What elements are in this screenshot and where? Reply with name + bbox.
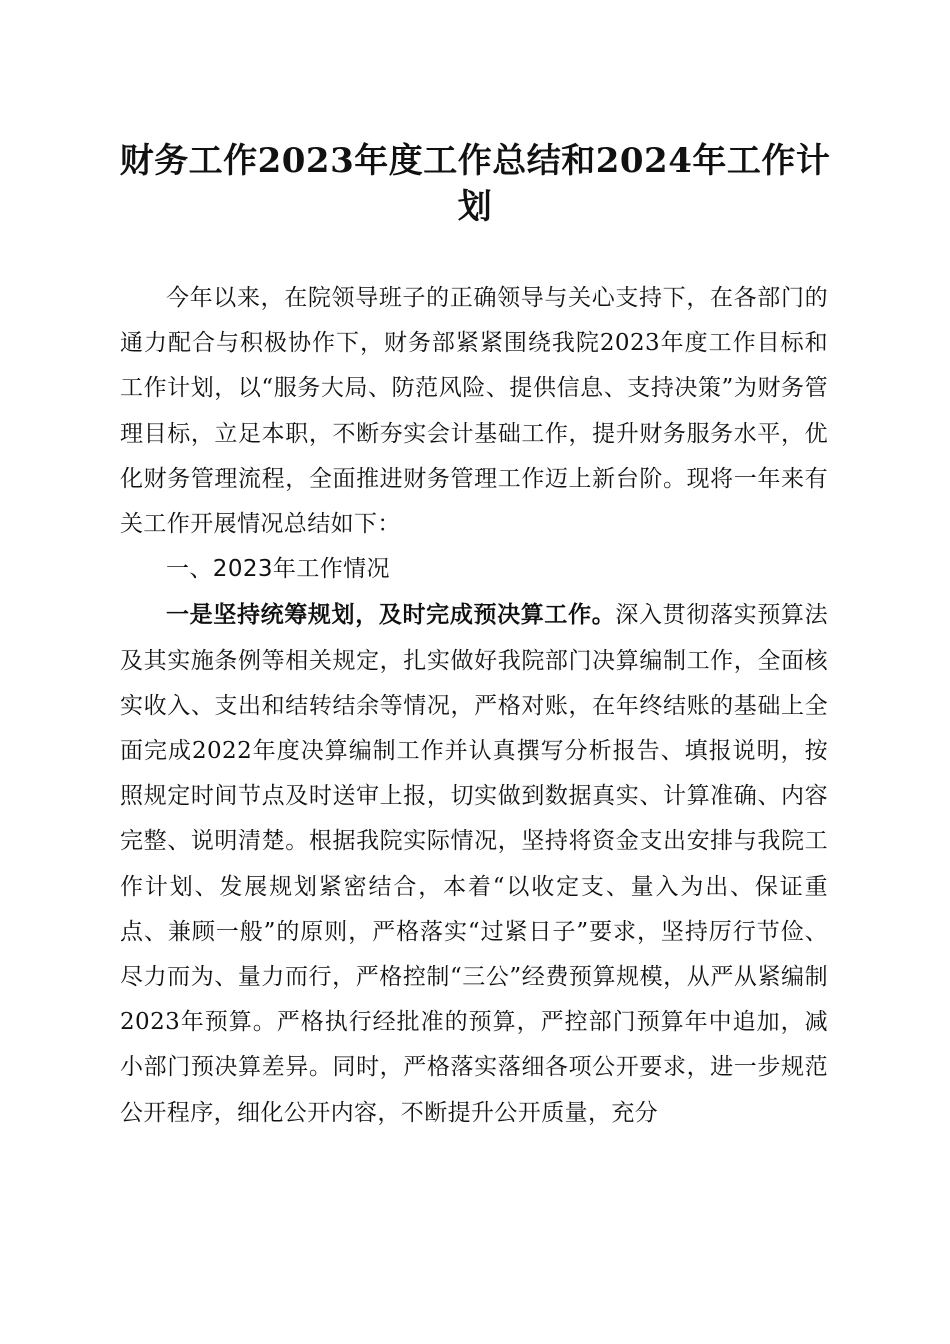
intro-paragraph: 今年以来，在院领导班子的正确领导与关心支持下，在各部门的通力配合与积极协作下，财务部紧紧围绕我院2023年度工作目标和工作计划，以“服务大局、防范风险、提供信息、支持决策”为财务管理目标，立足本职，不断夯实会计基础工作，提升财务服务水平，优化财务管理流程，全面推进财务管理工作迈上新台阶。现将一年来有关工作开展情况总结如下：	[120, 285, 828, 538]
body-paragraph	[120, 592, 828, 1135]
document-title: 财务工作2023年度工作总结和2024年工作计划	[119, 141, 831, 227]
section-heading: 一、2023年工作情况	[166, 556, 390, 583]
paragraph-lead: 一是坚持统筹规划，及时完成预决算工作。	[166, 601, 616, 629]
paragraph-text: 深入贯彻落实预算法及其实施条例等相关规定，扎实做好我院部门决算编制工作，全面核实收入、支出和结转结余等情况，严格对账，在年终结账的基础上全面完成2022年度决算编制工作并认真撰写分析报告、填报说明，按照规定时间节点及时送审上报，切实做到数据真实、计算准确、内容完整、说明清楚。根据我院实际情况，坚持将资金支出安排与我院工作计划、发展规划紧密结合，本着“以收定支、量入为出、保证重点、兼顾一般”的原则，严格落实“过紧日子”要求，坚持厉行节俭、尽力而为、量力而行，严格控制“三公”经费预算规模，从严从紧编制2023年预算。严格执行经批准的预算，严控部门预算年中追加，减小部门预决算差异。同时，严格落实落细各项公开要求，进一步规范公开程序，细化公开内容，不断提升公开质量，充分	[120, 602, 828, 1126]
document-body	[120, 276, 828, 1136]
